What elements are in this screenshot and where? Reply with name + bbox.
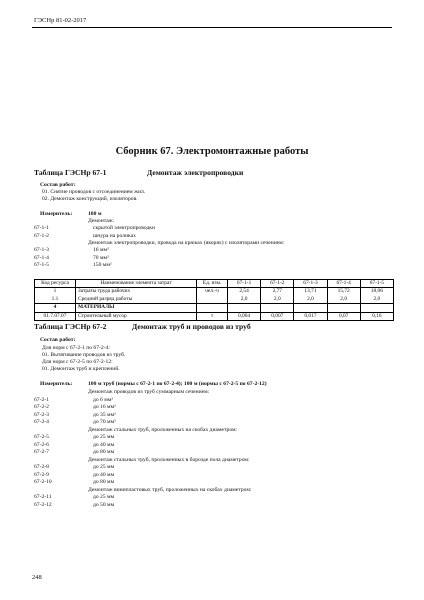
header-cell: Код ресурса [35, 280, 76, 288]
entry-description: до 35 мм² [93, 411, 116, 418]
table-row [35, 288, 394, 296]
entry-description: до 80 мм [93, 479, 115, 485]
table2-composition-item: Для норм с 67-2-1 по 67-2-4: [42, 345, 110, 351]
cell [261, 304, 294, 312]
entry-description: до 25 мм [93, 494, 115, 500]
entry-code: 67-2-2 [34, 404, 49, 410]
page-number: 248 [32, 574, 42, 581]
entry-description: 70 мм² [93, 254, 109, 261]
entry-code: 67-1-3 [34, 247, 49, 254]
entry-code: 67-2-11 [34, 494, 52, 500]
cell [327, 304, 360, 312]
entry-code: 67-2-12 [34, 501, 52, 508]
entry-code: 67-2-4 [34, 419, 49, 425]
cell: Затраты труда рабочих [76, 288, 197, 296]
document-code-header: ГЭСНр 81-02-2017 [34, 17, 87, 24]
table2-label: Таблица ГЭСНр 67-2 [34, 322, 107, 331]
cell: 2,0 [360, 296, 393, 304]
table-row [35, 304, 394, 312]
cell: 0,07 [327, 312, 360, 320]
entry-description: до 80 мм [93, 449, 115, 455]
entry-code: 67-1-2 [34, 232, 49, 239]
entry-code: 67-1-4 [34, 254, 49, 261]
cell: 1.1 [35, 296, 76, 304]
entry-code: 67-2-9 [34, 471, 49, 478]
header-divider [32, 27, 392, 28]
entry-code: 67-1-5 [34, 261, 49, 268]
cell [197, 304, 228, 312]
cell: 0,004 [228, 312, 261, 320]
table1-meter-label: Измеритель: [40, 211, 73, 217]
entry-code: 67-2-8 [34, 464, 49, 470]
entry-description: шнура на роликах [93, 232, 136, 239]
cell: Строительный мусор [76, 312, 197, 320]
cell [294, 304, 327, 312]
cell: 0,007 [261, 312, 294, 320]
entry-group-heading: Демонтаж электропроводки, провода на крюках (якорях) с изоляторами сечением: [88, 239, 285, 246]
header-cell: Ед. изм. [197, 280, 228, 288]
header-cell: 67-1-1 [228, 280, 261, 288]
cell: 1 [35, 288, 76, 296]
cell: 15,72 [327, 288, 360, 296]
entry-description: до 6 мм² [93, 396, 113, 403]
header-cell: Наименование элемента затрат [76, 280, 197, 288]
table2-meter-value: 100 м труб (нормы с 67-2-1 по 67-2-4); 100 м (нормы с 67-2-5 по 67-2-12) [88, 381, 267, 387]
entry-code: 67-2-7 [34, 449, 49, 455]
entry-description: до 70 мм² [93, 419, 116, 425]
entry-description: до 25 мм [93, 464, 115, 470]
entry-description: скрытой электропроводки [93, 225, 156, 232]
table-row [35, 312, 394, 320]
cell [197, 296, 228, 304]
table2-meter-label: Измеритель: [40, 381, 73, 387]
cell: 01.7.07.07 [35, 312, 76, 320]
entry-description: 16 мм² [93, 247, 109, 254]
entry-code: 67-2-10 [34, 479, 52, 485]
entry-code: 67-2-6 [34, 441, 49, 448]
table2-name: Демонтаж труб и проводов из труб [132, 322, 251, 331]
entry-description: до 50 мм [93, 501, 115, 508]
cell: чел.-ч [197, 288, 228, 296]
cell: 2,77 [261, 288, 294, 296]
cell: 0,16 [360, 312, 393, 320]
table2-composition-item: 01. Демонтаж труб и креплений. [42, 366, 120, 372]
header-cell: 67-1-3 [294, 280, 327, 288]
collection-title: Сборник 67. Электромонтажные работы [115, 146, 309, 157]
table1-resource-table [34, 279, 394, 321]
header-cell: 67-1-5 [360, 280, 393, 288]
entry-group-heading: Демонтаж стальных труб, проложенных в борозде пола диаметром: [88, 456, 250, 463]
entry-code: 67-1-1 [34, 225, 49, 232]
entry-description: до 16 мм² [93, 404, 116, 410]
entry-code: 67-2-5 [34, 434, 49, 440]
header-cell: 67-1-2 [261, 280, 294, 288]
cell: т [197, 312, 228, 320]
table2-composition-heading: Состав работ: [40, 337, 76, 343]
entry-description: 150 мм² [93, 261, 112, 268]
entry-group-heading: Демонтаж проводов из труб суммарным сечением: [88, 389, 210, 395]
cell [228, 304, 261, 312]
table1-composition-item: 02. Демонтаж конструкций, изоляторов. [42, 196, 138, 202]
entry-description: до 25 мм [93, 434, 115, 440]
header-cell: 67-1-4 [327, 280, 360, 288]
cell: 18,06 [360, 288, 393, 296]
entry-group-heading: Демонтаж: [88, 218, 115, 224]
table2-composition-item: Для норм с 67-2-5 по 67-2-12: [42, 359, 113, 365]
cell [360, 304, 393, 312]
table1-composition-item: 01. Снятие проводов с отсоединением жил. [42, 189, 146, 195]
cell: Средний разряд работы [76, 296, 197, 304]
cell: 2,0 [294, 296, 327, 304]
cell: 4 [35, 304, 76, 312]
cell: 2,0 [261, 296, 294, 304]
table1-composition-heading: Состав работ: [40, 182, 76, 188]
table1-label: Таблица ГЭСНр 67-1 [34, 168, 107, 177]
entry-group-heading: Демонтаж стальных труб, проложенных на скобах диаметром: [88, 426, 238, 433]
cell: 2,54 [228, 288, 261, 296]
table2-composition-item: 01. Вытягивание проводов из труб. [42, 352, 126, 358]
table-header-row [35, 280, 394, 288]
cell: 2,0 [228, 296, 261, 304]
entry-description: до 40 мм [93, 441, 115, 448]
cell: МАТЕРИАЛЫ [76, 304, 197, 312]
cell: 2,0 [327, 296, 360, 304]
cell: 0,017 [294, 312, 327, 320]
cell: 13,71 [294, 288, 327, 296]
entry-code: 67-2-1 [34, 396, 49, 403]
table-row [35, 296, 394, 304]
table1-name: Демонтаж электропроводки [147, 168, 244, 177]
entry-group-heading: Демонтаж винипластовых труб, проложенных на скобах диаметром: [88, 486, 252, 493]
entry-description: до 40 мм [93, 471, 115, 478]
table1-meter-value: 100 м [88, 211, 102, 217]
entry-code: 67-2-3 [34, 411, 49, 418]
